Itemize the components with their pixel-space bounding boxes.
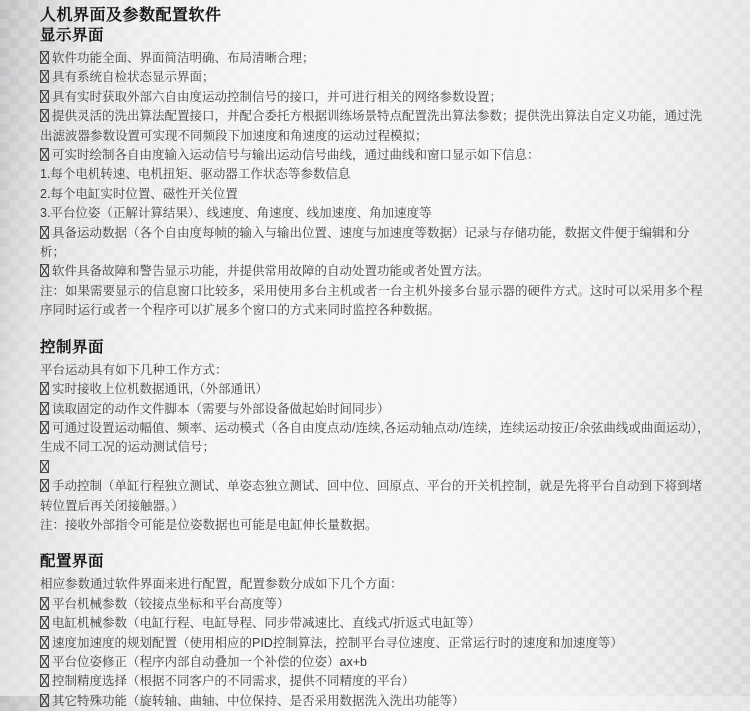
paragraph-text: 平台位姿修正（程序内部自动叠加一个补偿的位姿）ax+b <box>52 654 367 669</box>
checkbox-x-icon <box>40 226 49 239</box>
text-line <box>40 361 712 380</box>
bullet-item <box>40 49 712 68</box>
bullet-item <box>40 400 712 419</box>
checkbox-x-icon <box>40 148 49 161</box>
text-line <box>40 282 712 321</box>
paragraph-text: 平台机械参数（铰接点坐标和平台高度等） <box>52 596 290 611</box>
checkbox-x-icon <box>40 655 49 668</box>
paragraph-text: 2.每个电缸实时位置、磁性开关位置 <box>40 186 238 201</box>
bullet-item <box>40 88 712 107</box>
checkbox-x-icon <box>40 264 49 277</box>
paragraph-text: 读取固定的动作文件脚本（需要与外部设备做起始时间同步） <box>52 401 390 416</box>
bullet-item <box>40 614 712 633</box>
bullet-item <box>40 262 712 281</box>
bullet-item <box>40 107 712 146</box>
bullet-item <box>40 672 712 691</box>
text-line <box>40 516 712 535</box>
checkbox-x-icon <box>40 402 49 415</box>
paragraph-text: 1.每个电机转速、电机扭矩、驱动器工作状态等参数信息 <box>40 167 351 182</box>
checkbox-x-icon <box>40 382 49 395</box>
checkbox-x-icon <box>40 479 49 492</box>
paragraph-text: 平台运动具有如下几种工作方式： <box>40 362 228 377</box>
section-heading: 显示界面 <box>40 27 105 44</box>
bullet-item <box>40 419 712 458</box>
checkbox-x-icon <box>40 597 49 610</box>
text-line <box>40 575 712 594</box>
checkbox-x-icon <box>40 90 49 103</box>
text-line <box>40 185 712 204</box>
bullet-item <box>40 458 712 477</box>
paragraph-text: 控制精度选择（根据不同客户的不同需求，提供不同精度的平台） <box>52 674 415 689</box>
bullet-item <box>40 634 712 653</box>
paragraph-text: 具有系统自检状态显示界面； <box>52 70 215 85</box>
paragraph-text: 提供灵活的洗出算法配置接口，并配合委托方根据训练场景特点配置洗出算法参数；提供洗出算法自定义功能，通过洗出滤波器参数设置可实现不同频段下加速度和角速度的运动过程模拟； <box>40 109 703 143</box>
checkbox-x-icon <box>40 674 49 687</box>
section-heading: 控制界面 <box>40 338 105 356</box>
checkbox-x-icon <box>40 51 49 64</box>
bullet-item <box>40 477 712 516</box>
paragraph-text: 相应参数通过软件界面来进行配置，配置参数分成如下几个方面： <box>40 577 403 592</box>
section <box>40 552 712 711</box>
paragraph-text: 可实时绘制各自由度输入运动信号与输出运动信号曲线，通过曲线和窗口显示如下信息： <box>52 148 540 163</box>
bullet-item <box>40 692 712 711</box>
bullet-item <box>40 595 712 614</box>
bullet-item <box>40 224 712 263</box>
bullet-item <box>40 146 712 165</box>
sections-container <box>40 26 712 711</box>
paragraph-text: 注：如果需要显示的信息窗口比较多，采用使用多台主机或者一台主机外接多台显示器的硬件方式。这时可以采用多个程序同时运行或者一个程序可以扩展多个窗口的方式来同时监控各种数据。 <box>40 283 703 318</box>
section <box>40 338 712 536</box>
bullet-item <box>40 68 712 87</box>
page-title: 人机界面及参数配置软件 <box>40 7 222 24</box>
section <box>40 26 712 321</box>
paragraph-text: 电缸机械参数（电缸行程、电缸导程、同步带减速比、直线式/折返式电缸等） <box>52 616 481 631</box>
checkbox-x-icon <box>40 109 49 122</box>
paragraph-text: 注：接收外部指令可能是位姿数据也可能是电缸伸长量数据。 <box>40 517 378 532</box>
bullet-item <box>40 380 712 399</box>
checkbox-x-icon <box>40 460 49 473</box>
paragraph-text: 可通过设置运动幅值、频率、运动模式（各自由度点动/连续,各运动轴点动/连续，连续运动按正/余弦曲线或曲面运动），生成不同工况的运动测试信号； <box>40 420 710 455</box>
paragraph-text: 速度加速度的规划配置（使用相应的PID控制算法，控制平台寻位速度、正常运行时的速度和加速度等） <box>52 635 623 650</box>
paragraph-text: 具有实时获取外部六自由度运动控制信号的接口，并可进行相关的网络参数设置； <box>52 89 503 104</box>
section-heading: 配置界面 <box>40 553 105 571</box>
paragraph-text: 软件功能全面、界面简洁明确、布局清晰合理； <box>52 51 315 65</box>
paragraph-text: 3.平台位姿（正解计算结果）、线速度、角速度、线加速度、角加速度等 <box>40 206 432 221</box>
paragraph-text: 手动控制（单缸行程独立测试、单姿态独立测试、回中位、回原点、平台的开关机控制，就是先将平台自动到下将到堵转位置后再关闭接触器。） <box>40 479 703 513</box>
checkbox-x-icon <box>40 70 49 83</box>
paragraph-text: 实时接收上位机数据通讯,（外部通讯） <box>52 382 268 397</box>
paragraph-text: 具备运动数据（各个自由度每帧的输入与输出位置、速度与加速度等数据）记录与存储功能，数据文件便于编辑和分析； <box>40 225 690 260</box>
bullet-item <box>40 653 712 672</box>
paragraph-text: 其它特殊功能（旋转轴、曲轴、中位保持、是否采用数据洗入洗出功能等） <box>52 693 465 708</box>
checkbox-x-icon <box>40 616 49 629</box>
text-line <box>40 165 712 184</box>
checkbox-x-icon <box>40 421 49 434</box>
checkbox-x-icon <box>40 636 49 649</box>
paragraph-text: 软件具备故障和警告显示功能，并提供常用故障的自动处置功能或者处置方法。 <box>52 264 490 279</box>
text-line <box>40 204 712 223</box>
